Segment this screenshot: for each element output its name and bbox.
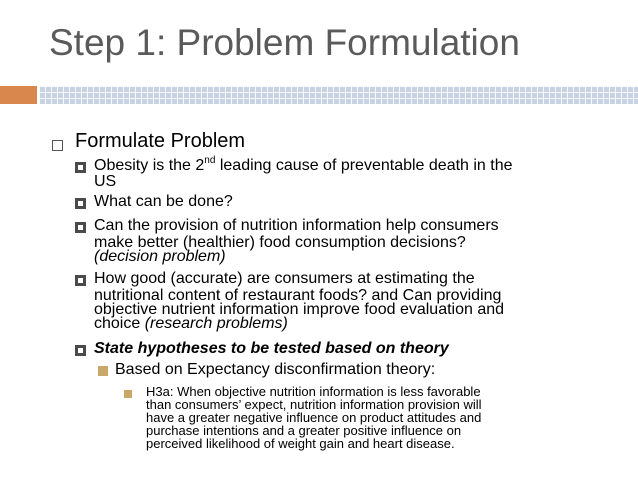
bullet-obesity: Obesity is the 2nd leading cause of preventable death in the (94, 154, 513, 174)
bullet-obesity-cont: US (94, 173, 117, 190)
h3a-line-2: than consumers’ expect, nutrition information provision will (146, 397, 482, 412)
bullet-howgood-l1: How good (accurate) are consumers at estimating the (94, 270, 475, 287)
square-bullet-icon (75, 198, 86, 209)
bullet-formulate-problem: Formulate Problem (75, 130, 246, 152)
h3a-line-4: purchase intentions and a greater positive influence on (146, 423, 462, 438)
bullet-based-on-theory: Based on Expectancy disconfirmation theory: (115, 361, 436, 378)
square-bullet-icon (75, 162, 86, 173)
bullet-provision-l1: Can the provision of nutrition information help consumers (94, 217, 499, 234)
bullet-howgood-l3: objective nutrient information improve food evaluation and (94, 301, 505, 318)
title-divider-bar (0, 86, 638, 104)
h3a-line-3: have a greater negative influence on product attitudes and (146, 410, 482, 425)
slide-title: Step 1: Problem Formulation (49, 22, 520, 63)
bullet-provision-l2: make better (healthier) food consumption decisions? (94, 234, 466, 251)
bullet-howgood-l4: choice (research problems) (94, 315, 288, 332)
divider-grid (39, 86, 638, 104)
hollow-square-bullet-icon (52, 140, 63, 151)
divider-accent (0, 86, 37, 104)
bullet-state-hypotheses: State hypotheses to be tested based on theory (94, 340, 449, 357)
h3a-line-5: perceived likelihood of weight gain and heart disease. (146, 436, 455, 451)
bullet-howgood-l2: nutritional content of restaurant foods? and Can providing (94, 287, 502, 304)
square-bullet-icon (75, 222, 86, 233)
bullet-what-can-be-done: What can be done? (94, 193, 233, 210)
bullet-provision-l3: (decision problem) (94, 248, 226, 265)
small-square-bullet-icon (124, 390, 132, 398)
filled-square-bullet-icon (98, 366, 108, 376)
square-bullet-icon (75, 345, 86, 356)
square-bullet-icon (75, 275, 86, 286)
h3a-line-1: H3a: When objective nutrition information is less favorable (146, 384, 481, 399)
